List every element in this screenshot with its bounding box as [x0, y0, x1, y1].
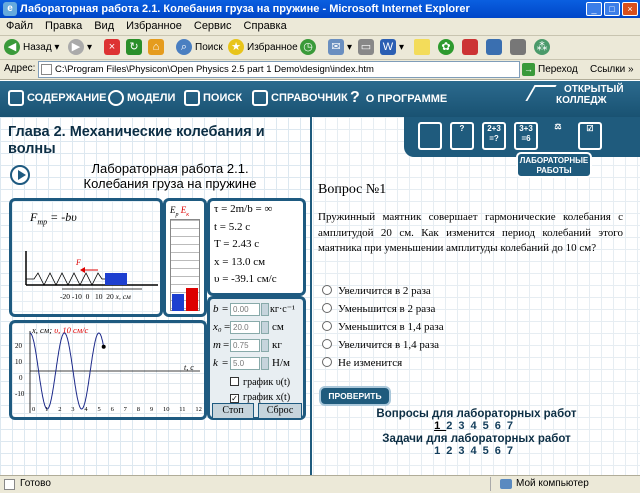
parameter-panel: b = 0.00 кг·с⁻¹ x₀ = 20.0 см m = 0.75 кг k = 5.0 Н/м график υ(t) ✓ график x(t): [207, 296, 306, 420]
film-icon: [510, 39, 526, 55]
radio-button[interactable]: [322, 339, 332, 349]
graduation-cap-icon: [525, 85, 556, 101]
oscillation-graph: [12, 323, 204, 417]
velocity-checkbox[interactable]: [230, 377, 239, 386]
energy-panel: [163, 198, 207, 317]
window-title-bar: [0, 0, 640, 18]
mail-button[interactable]: ✉ ▾: [328, 39, 352, 57]
answer-label: Увеличится в 2 раза: [338, 285, 431, 297]
questions-pager: [313, 420, 640, 432]
nav-search-label: ПОИСК: [203, 92, 243, 104]
task-link[interactable]: 4: [470, 445, 483, 457]
nav-reference[interactable]: [252, 90, 348, 106]
answer-option[interactable]: [322, 357, 402, 370]
xtick: 7: [123, 406, 127, 413]
readout-time: t = 5.2 с: [214, 220, 251, 233]
readout-position: x = 13.0 см: [214, 255, 266, 268]
menu-edit[interactable]: Правка: [45, 20, 83, 32]
chapter-title: Глава 2. Механические колебания и волны: [8, 124, 265, 157]
param-x0-unit: см: [272, 321, 284, 333]
window-title: Лабораторная работа 2.1. Колебания груза на пружине - Microsoft Internet Explorer: [20, 3, 470, 15]
xtick: 12: [195, 406, 202, 413]
param-x0-spinner[interactable]: [261, 321, 269, 334]
toolbar: [0, 36, 640, 60]
status-text: Готово: [20, 478, 51, 489]
question-link[interactable]: 5: [482, 420, 495, 432]
xtick: 11: [179, 406, 186, 413]
task-link[interactable]: 5: [482, 445, 495, 457]
nav-models-label: МОДЕЛИ: [127, 92, 176, 104]
logo-line1: ОТКРЫТЫЙ: [564, 84, 624, 95]
param-b-unit: кг·с⁻¹: [270, 304, 296, 315]
spring-axis-label: x, см: [115, 292, 131, 301]
maximize-button[interactable]: □: [604, 2, 620, 16]
tasks-icon[interactable]: 2+3 =?: [482, 122, 506, 150]
menu-favorites[interactable]: Избранное: [126, 20, 182, 32]
calc-icon: [486, 39, 502, 55]
xtick: 9: [149, 406, 154, 413]
question-title: Вопрос №1: [318, 182, 387, 197]
handbook-icon: [252, 90, 268, 106]
nav-search[interactable]: [184, 90, 242, 106]
spring-axis-ticks: [60, 292, 131, 301]
nav-about[interactable]: [350, 90, 447, 107]
radio-button[interactable]: [322, 357, 332, 367]
favorites-button[interactable]: [228, 39, 298, 57]
history-button[interactable]: [300, 39, 319, 57]
print-button[interactable]: [358, 39, 377, 57]
lab-title-line2: Колебания груза на пружине: [83, 176, 257, 191]
tasks-caption: Задачи для лабораторных работ: [382, 433, 571, 445]
messenger-button[interactable]: [438, 39, 457, 57]
print-icon: ▭: [358, 39, 374, 55]
position-toggle-label: график x(t): [243, 392, 291, 403]
address-label: Адрес:: [4, 63, 36, 74]
answer-option[interactable]: [322, 303, 435, 316]
menu-bar: [0, 18, 640, 36]
param-m-unit: кг: [272, 339, 282, 351]
contents-icon: [8, 90, 24, 106]
spring-animation-panel: [9, 198, 163, 317]
xtick: 4: [84, 406, 88, 413]
menu-view[interactable]: Вид: [94, 20, 115, 32]
question-icon: ?: [350, 89, 360, 106]
stop-icon: ×: [104, 39, 120, 55]
back-label: Назад: [23, 42, 52, 53]
lab-scale-icon[interactable]: ⚖: [554, 122, 562, 131]
history-icon: ◷: [300, 39, 316, 55]
tool-red-button[interactable]: [462, 39, 481, 57]
nav-about-label: О ПРОГРАММЕ: [365, 93, 448, 105]
back-arrow-icon: ◀: [4, 39, 20, 55]
param-m-input[interactable]: 0.75: [230, 339, 260, 352]
param-k-label: k: [213, 357, 218, 369]
question-link[interactable]: 3: [458, 420, 471, 432]
tick-neg20: -20: [60, 292, 70, 301]
stop-page-button[interactable]: [104, 39, 123, 57]
graph-time-label: t, с: [184, 363, 194, 372]
page-icon: [41, 64, 52, 75]
forward-button[interactable]: ▶ ▾: [68, 39, 92, 57]
friction-f: F: [30, 210, 38, 224]
param-k-unit: Н/м: [272, 357, 290, 369]
tick-20: 20: [106, 292, 114, 301]
back-button[interactable]: ◀ Назад ▾: [4, 39, 59, 57]
graph-label-v: υ, 10 см/с: [54, 325, 89, 335]
page-search-icon: [184, 90, 200, 106]
graph-y-ticks: [15, 338, 24, 402]
edit-button[interactable]: W ▾: [380, 39, 404, 57]
gears-icon: [108, 90, 124, 106]
site-logo[interactable]: [556, 84, 624, 106]
nav-reference-label: СПРАВОЧНИК: [271, 92, 348, 104]
answer-label: Уменьшится в 2 раза: [338, 303, 436, 315]
refresh-button[interactable]: [126, 39, 145, 57]
tool-blue-button[interactable]: [486, 39, 505, 57]
lab-works-badge[interactable]: [516, 152, 592, 178]
ek-sub: к: [186, 211, 190, 218]
go-button[interactable]: [522, 63, 578, 77]
search-button[interactable]: [176, 39, 223, 57]
star-icon: ★: [228, 39, 244, 55]
task-link[interactable]: 7: [506, 445, 519, 457]
param-m-spinner[interactable]: [261, 339, 269, 352]
readout-period: T = 2.43 с: [214, 238, 260, 250]
param-b-label: b: [213, 303, 219, 315]
question-link[interactable]: 6: [494, 420, 507, 432]
radio-button[interactable]: [322, 321, 332, 331]
lab-title-line1: Лабораторная работа 2.1.: [91, 161, 249, 176]
note-button[interactable]: [414, 39, 433, 57]
network-icon: ⁂: [534, 39, 550, 55]
task-link[interactable]: 1: [434, 445, 447, 457]
question-link[interactable]: 2: [446, 420, 459, 432]
readout-panel: [207, 198, 306, 296]
tick-10: 10: [95, 292, 103, 301]
param-b-spinner[interactable]: [261, 303, 269, 316]
status-divider: [490, 477, 491, 491]
tick-neg10: -10: [71, 292, 82, 301]
nav-contents[interactable]: [8, 90, 107, 106]
graph-label-x: x, см;: [32, 325, 55, 335]
potential-energy-bar: [172, 294, 184, 311]
friction-sub: тр: [37, 217, 48, 227]
lab-icons-bar: [404, 117, 640, 157]
ytick-0: 0: [19, 374, 23, 382]
radio-button[interactable]: [322, 303, 332, 313]
tasks-pager: [313, 445, 640, 457]
position-checkbox[interactable]: ✓: [231, 394, 238, 403]
readout-tau: τ = 2m/b = ∞: [214, 203, 273, 215]
answer-option[interactable]: [322, 285, 431, 298]
logo-line2: КОЛЛЕДЖ: [556, 95, 607, 106]
menu-file[interactable]: Файл: [6, 20, 34, 32]
tick-0: 0: [85, 292, 90, 301]
task-link[interactable]: 3: [458, 445, 471, 457]
menu-tools[interactable]: Сервис: [193, 20, 232, 32]
sim-stop-button[interactable]: Стоп: [212, 403, 254, 419]
menu-help[interactable]: Справка: [243, 20, 287, 32]
ie-logo-icon: e: [3, 2, 17, 16]
ep-e: E: [170, 205, 176, 215]
go-label: Переход: [538, 64, 578, 76]
home-button[interactable]: [148, 39, 167, 57]
minimize-button[interactable]: _: [586, 2, 602, 16]
friction-rhs: = -bυ: [47, 210, 77, 224]
note-icon: [414, 39, 430, 55]
links-button[interactable]: Ссылки »: [590, 64, 634, 75]
xtick: 0: [32, 406, 36, 413]
check-answer-button[interactable]: ПРОВЕРИТЬ: [319, 386, 391, 406]
answer-label: Уменьшится в 1,4 раза: [338, 321, 444, 333]
xtick: 10: [162, 406, 170, 413]
security-zone: Мой компьютер: [516, 478, 589, 489]
flower-icon: ✿: [438, 39, 454, 55]
graph-panel: [9, 320, 207, 420]
graph-x-ticks: [32, 406, 202, 413]
param-k-input[interactable]: 5.0: [230, 357, 260, 370]
status-bar: [0, 475, 640, 493]
address-url: C:\Program Files\Physicon\Open Physics 2.5 part 1 Demo\design\index.htm: [55, 64, 374, 75]
velocity-toggle-label: график υ(t): [243, 377, 291, 388]
theory-book-icon[interactable]: [418, 122, 442, 150]
page-done-icon: [4, 479, 15, 490]
param-x0-input[interactable]: 20.0: [230, 321, 260, 334]
favorites-label: Избранное: [247, 42, 298, 53]
go-arrow-icon: →: [524, 64, 533, 74]
search-icon: ⌕: [176, 39, 192, 55]
answer-label: Не изменится: [338, 357, 403, 369]
nav-contents-label: СОДЕРЖАНИЕ: [27, 92, 107, 104]
question-link[interactable]: 1: [434, 420, 447, 432]
task-link[interactable]: 6: [494, 445, 507, 457]
xtick: 1: [45, 406, 49, 413]
word-icon: W: [380, 39, 396, 55]
energy-labels: [170, 205, 189, 218]
radio-button[interactable]: [322, 285, 332, 295]
checklist-icon[interactable]: ☑: [578, 122, 602, 150]
quiz-icon[interactable]: ?: [450, 122, 474, 150]
sim-reset-button[interactable]: Сброс: [258, 403, 302, 419]
answer-option[interactable]: [322, 321, 444, 334]
tool-gray-button[interactable]: [510, 39, 529, 57]
questions-caption: Вопросы для лабораторных работ: [376, 408, 577, 420]
question-text: Пружинный маятник совершает гармонические колебания с амплитудой 20 см. Как изменится период колебаний этого маятника при уменьшении амплитуды колебаний до 10 см?: [318, 211, 623, 255]
forward-arrow-icon: ▶: [68, 39, 84, 55]
task-link[interactable]: 2: [446, 445, 459, 457]
mail-icon: ✉: [328, 39, 344, 55]
ytick-10: 10: [15, 358, 22, 366]
nav-models[interactable]: [108, 90, 175, 106]
ep-sub: p: [175, 211, 179, 218]
links-label: Ссылки: [590, 64, 626, 75]
computer-icon: [500, 479, 512, 489]
close-button[interactable]: ×: [622, 2, 638, 16]
velocity-graph-toggle[interactable]: [230, 376, 290, 389]
readout-velocity: υ = -39.1 см/с: [214, 273, 277, 285]
address-input[interactable]: [38, 61, 520, 78]
force-vector-label: F: [76, 258, 81, 267]
xtick: 8: [136, 406, 140, 413]
answer-option[interactable]: [322, 339, 439, 352]
xtick: 5: [97, 406, 101, 413]
ytick-neg10: -10: [15, 390, 25, 398]
home-icon: ⌂: [148, 39, 164, 55]
badge-line2: РАБОТЫ: [536, 166, 572, 175]
tool-green-button[interactable]: [534, 39, 553, 57]
book-icon: [462, 39, 478, 55]
answers-icon[interactable]: 3+3 =6: [514, 122, 538, 150]
site-nav: [0, 81, 640, 117]
xtick: 3: [71, 406, 75, 413]
xtick: 2: [58, 406, 62, 413]
answer-label: Увеличится в 1,4 раза: [338, 339, 440, 351]
address-bar: [0, 60, 640, 80]
play-button[interactable]: [10, 165, 30, 185]
param-x0-label: x₀: [213, 321, 222, 333]
refresh-icon: ↻: [126, 39, 142, 55]
lab-title: [40, 161, 300, 191]
search-label: Поиск: [195, 42, 223, 53]
question-link[interactable]: 7: [506, 420, 519, 432]
kinetic-energy-bar: [186, 288, 198, 311]
badge-line1: ЛАБОРАТОРНЫЕ: [519, 156, 589, 165]
param-k-spinner[interactable]: [261, 357, 269, 370]
ytick-20: 20: [15, 342, 22, 350]
xtick: 6: [110, 406, 114, 413]
question-link[interactable]: 4: [470, 420, 483, 432]
param-b-input[interactable]: 0.00: [230, 303, 260, 316]
param-m-label: m: [213, 339, 221, 351]
ek-e: E: [180, 205, 187, 215]
